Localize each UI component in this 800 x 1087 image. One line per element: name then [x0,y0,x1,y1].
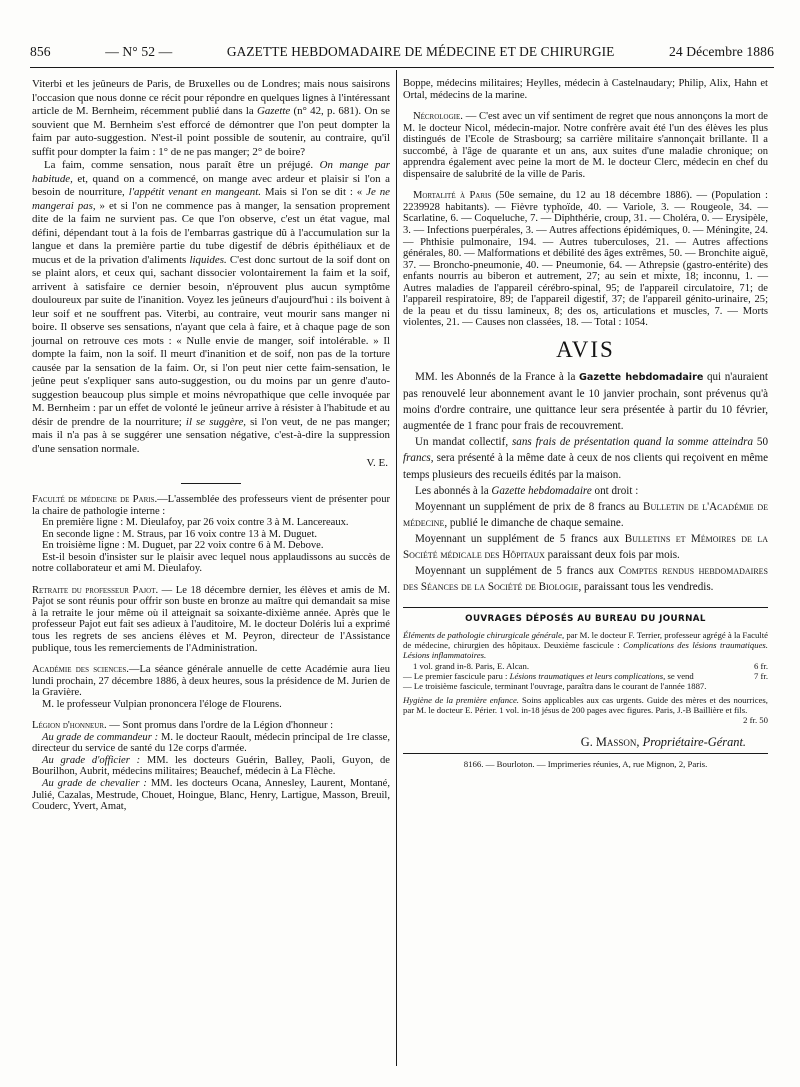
avis-notice: MM. les Abonnés de la France à la Gazette hebdomadaire qui n'auraient pas renouvelé leur abonnement avant le 10 janvier prochain, sont prévenus qu'à moins d'ordre contraire, une quittance leur sera présentée à partir du 10 février, augmentée de 1 franc pour frais de recouvrement. Un mandat collectif, sans frais de présentation quand la somme atteindra 50 francs, sera présenté à la même date à ceux de nos clients qui reçoivent en même temps plusieurs des recueils édités par la maison. Les abonnés à la Gazette hebdomadaire ont droit : Moyennant un supplément de prix de 8 francs au Bulletin de l'Académie de médecine, publié le dimanche de chaque semaine. Moyennant un supplément de 5 francs aux Bulletins et Mémoires de la Société médicale des Hôpitaux paraissant deux fois par mois. Moyennant un supplément de 5 francs aux Comptes rendus hebdomadaires des Séances de la Société de Biologie, paraissant tous les vendredis. [403,370,768,594]
news-faculte: Faculté de médecine de Paris.—L'assemblée des professeurs vient de présenter pour la chaire de pathologie interne : En première ligne : M. Dieulafoy, par 26 voix contre 3 à M. Lancereaux. En seconde ligne : M. Straus, par 16 voix contre 13 à M. Duguet. En troisième ligne : M. Duguet, par 22 voix contre 6 à M. Debove. Est-il besoin d'insister sur le plaisir avec lequel nous applaudissons au succès de notre collaborateur et ami M. Dieulafoy. [32,494,390,575]
news-legion: Légion d'honneur. — Sont promus dans l'ordre de la Légion d'honneur : Au grade de commandeur : M. le docteur Raoult, médecin principal de 1re classe, directeur du service de santé du 12e corps d'armée. Au grade d'officier : MM. les docteurs Guérin, Balley, Paoli, Guyon, de Bourilhon, Aubrit, médecins militaires; Beauchef, médecin à La Flèche. Au grade de chevalier : MM. les docteurs Ocana, Annesley, Laurent, Montané, Julié, Cazalas, Mestrude, Chouet, Hoingue, Blanc, Henry, Lartigue, Masson, Breuil, Couderc, Yvert, Amat, [32,720,390,813]
page-number: 856 [30,44,51,59]
issue-date: 24 Décembre 1886 [668,44,774,59]
page-header [30,40,774,64]
legion-continuation: Boppe, médecins militaires; Heylles, médecin à Castelnaudary; Philip, Alix, Hahn et Ortal, médecins de la marine. [403,78,768,101]
avis-title: AVIS [556,336,615,362]
news-necrologie: Nécrologie. — C'est avec un vif sentiment de regret que nous annonçons la mort de M. le docteur Nicol, médecin-major. Notre confrère avait été l'un des élèves les plus distingués de l'Ecole de Strasbourg; sa carrière militaire s'annonçait brillante. Il a succombé, à l'âge de quarante et un ans, aux suites d'une maladie chronique; on apprendra également avec peine la mort de M. le docteur Clerc, médecin en chef du dispensaire de salubrité de la ville de Paris. [403,111,768,180]
header-rule [30,67,774,68]
issue-number: — N° 52 — [105,44,173,59]
news-academie: Académie des sciences.—La séance générale annuelle de cette Académie aura lieu lundi prochain, 27 décembre 1886, à deux heures, sous la présidence de M. Jurien de la Gravière. M. le professeur Vulpian prononcera l'éloge de Flourens. [32,664,391,710]
news-heading: Légion d'honneur. [32,720,107,732]
ouvrage-entry: Éléments de pathologie chirurgicale générale, par M. le docteur F. Terrier, professeur agrégé à la Faculté de médecine, chirurgien des hôpitaux. Deuxième fascicule : Complications des lésions traumatiques. Lésions inflammatoires. [403,630,768,661]
news-mortalite: Mortalité à Paris (50e semaine, du 12 au 18 décembre 1886). — (Population : 2239928 habitants). — Fièvre typhoïde, 40. — Variole, 3. — Rougeole, 34. — Scarlatine, 6. — Coqueluche, 7. — Diphthérie, croup, 31. — Choléra, 0. — Erysipèle, 3. — Infections puerpérales, 3. — Autres affections épidémiques, 0. — Méningite, 24. — Phthisie pulmonaire, 194. — Autres tuberculoses, 21. — Autres affections générales, 80. — Malformations et débilité des âges extrêmes, 50. — Bronchite aiguë, 37. — Broncho-pneumonie, 40. — Pneumonie, 64. — Athrepsie (gastro-entérite) des enfants nourris au biberon et autrement, 27; au sein et mixte, 18; inconnu, 1. — Autres maladies de l'appareil cérébro-spinal, 95; de l'appareil circulatoire, 71; de l'appareil respiratoire, 89; de l'appareil digestif, 37; de l'appareil génito-urinaire, 25; de la peau et du tissu lamineux, 8; des os, articulations et muscles, 7. — Morts violentes, 21. — Causes non classées, 18. — Total : 1054. [403,190,768,329]
ouvrages-rule [403,607,768,608]
price: 7 fr. [754,670,768,681]
ouvrage-entry: — Le troisième fascicule, terminant l'ouvrage, paraîtra dans le courant de l'année 1887. [403,680,707,691]
price: 6 fr. [754,660,768,671]
imprint-rule [403,753,768,754]
article-paragraph: La faim, comme sensation, nous paraît être un préjugé. On mange par habitude, et, quand on a commencé, on mange avec ardeur et plaisir si l'on a besoin de nourriture, l'appétit venant en mangeant. Mais si l'on se dit : « Je ne mangerai pas, » et si l'on ne commence pas à manger, la sensation proprement dite de la faim ne survient pas. Ce que l'on observe, c'est un état vague, mal défini, dépendant tout à la fois de l'embarras gastrique dû à l'accumulation sur la langue et dans la première partie du tube digestif de débris épithéliaux et de mucus et de la privation d'aliments liquides. C'est donc surtout de la soif dont on se plaint alors, et ceux qui, sachant dissocier volontairement la faim et la soif, arrivent à satisfaire ce dernier besoin, n'éprouvent plus aucun symptôme douloureux par suite de l'inanition. Voyez les jeûneurs d'aujourd'hui : ils boivent à leur soif et ne souffrent pas. Viterbi, au contraire, veut mourir sans manger ni boire. Il observe ses sensations, n'ayant que cela à faire, et à chaque page de son journal on retrouve ces mots : « Nulle envie de manger, soif intolérable. » Il dompte la faim, non la soif. Il meurt d'inanition et de soif, non pas de la torture causée par la sensation de la faim. Or, si l'on peut nier cette faim-sensation, le jeûne peut s'expliquer sans auto-suggestion, ou du moins par un genre d'auto-suggestion beaucoup plus simple et moins névropathique que celle invoquée par M. Bernheim : par un effet de volonté le jeûneur arrive à résister à l'habitude et au désir de prendre de la nourriture; il se suggère, si l'on veut, de ne pas manger; mais il n'a pas à se suggérer une sensation négative, c'est-à-dire la suppression d'une sensation normale. [32,159,391,455]
column-divider [396,70,397,1066]
right-column [403,78,768,769]
ouvrage-entry: Hygiène de la première enfance. Soins applicables aux cas urgents. Guide des mères et des nourrices, par M. le docteur E. Périer. 1 vol. in-18 jésus de 200 pages avec figures. Paris, J.-B Baillière et fils. 2 fr. 50 [403,694,768,725]
ouvrage-entry: — Le premier fascicule paru : Lésions traumatiques et leurs complications, se vend 7 fr. [403,670,768,681]
journal-title: GAZETTE HEBDOMADAIRE DE MÉDECINE ET DE CHIRURGIE [226,44,615,59]
news-heading: Retraite du professeur Pajot. [32,584,159,596]
article-paragraph: Viterbi et les jeûneurs de Paris, de Bruxelles ou de Londres; mais nous saisirons l'occasion que nous donne ce récit pour répondre en quelques lignes à l'intéressant article de M. Bernheim, récemment publié dans la Gazette (n° 42, p. 681). On se souvient que M. Bernheim s'est efforcé de démontrer que l'on peut dompter la faim par auto-suggestion. N'est-il point possible de soutenir, au contraire, qu'il suffit pour dompter la faim : 1° de ne pas manger; 2° de boire? [32,78,390,158]
news-heading: Faculté de médecine de Paris. [32,494,158,505]
gazette-name: Gazette hebdomadaire [579,371,704,383]
ouvrages-title: OUVRAGES DÉPOSÉS AU BUREAU DU JOURNAL [465,614,706,625]
article-signature: V. E. [366,457,388,469]
news-heading: Académie des sciences. [32,664,129,676]
price: 2 fr. 50 [743,715,768,725]
publisher-line: G. Masson, Propriétaire-Gérant. [580,735,746,750]
ouvrages-list [403,630,768,725]
section-separator [181,483,241,484]
news-heading: Nécrologie. [413,111,463,123]
ouvrage-entry: 1 vol. grand in-8. Paris, E. Alcan. 6 fr. [413,660,768,671]
left-column [32,78,390,813]
article-jeune [32,78,390,470]
news-heading: Mortalité à Paris [413,190,492,202]
news-retraite: Retraite du professeur Pajot. — Le 18 décembre dernier, les élèves et amis de M. Pajot se sont réunis pour offrir son buste en bronze au maître qui demandait sa mise à la retraite le jour même où il atteignait sa soixante-dixième année. Après que le professeur Pajot eut fait ses adieux à l'auditoire, M. le docteur Doléris lui a exprimé tous les regrets de ses anciens élèves et M. Peyron, directeur de l'Assistance publique, tous les remerciements de l'Administration. [32,584,391,654]
printer-imprint: 8166. — Bourloton. — Imprimeries réunies, A, rue Mignon, 2, Paris. [463,759,708,770]
